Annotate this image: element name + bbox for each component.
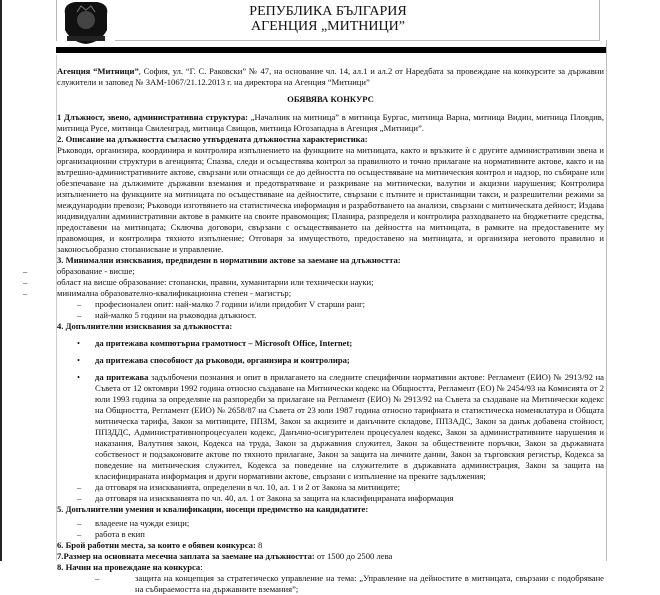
section-6: 6. Брой работни места, за които е обявен конкурса: 8 bbox=[57, 540, 263, 550]
document-body bbox=[23, 66, 605, 595]
section-1: 1 Длъжност, звено, административна структура: „Началник на митница” в митница Бургас, митница Варна, митница Видин, митница Пловдив, митница Русе, митница Свиленград, митница Свищов, митница Югозападна в Агенция „Митници”. bbox=[57, 112, 605, 133]
list-item: – защита на концепция за стратегическо управление на тема: „Управление на дейностите в митницата, свързани с подобряване на събираемостта на държавните вземания”; bbox=[95, 573, 604, 594]
agency-name: Агенция “Митници” bbox=[57, 66, 139, 76]
section-2-heading: 2. Описание на длъжността съгласно утвърдената длъжностна характеристика: bbox=[57, 134, 368, 144]
section-7: 7.Размер на основната месечна заплата за заемане на длъжността: от 1500 до 2500 лева bbox=[57, 551, 393, 561]
list-item: – работа в екип bbox=[77, 529, 145, 539]
list-item: – най-малко 5 години на ръководна длъжност. bbox=[77, 310, 257, 320]
document-title: ОБЯВЯВА КОНКУРС bbox=[287, 94, 374, 104]
window-left-border bbox=[0, 0, 2, 561]
list-item: – да отговаря на изискванията, определени в чл. 10, ал. 1 и 2 от Закона за митниците; bbox=[77, 482, 401, 492]
list-item: – област на висше образование: стопански, правни, хуманитарни или технически науки; bbox=[23, 277, 374, 287]
list-item: – владеене на чужди езици; bbox=[77, 518, 190, 528]
section-2-text: Ръководи, организира, координира и контролира изпълнението на функциите на митницата, както и връзките ѝ с другите административни звена и организационни структури в агенцията; Спазва, следи и осъществява контрол за правилното и точно прилагане на нормативните актове, както и на вътрешно-административните актове, свързани или отнасящи се до дейността по осъществяване на митническия контрол и надзор, по събиране или обезпечаване на дължимите държавни вземания и предотвратяване и разкриване на митнически, валутни и акцизни нарушения; Контролира изпълнението на функциите на митницата по осъществяване на дейностите, свързани с пътните и пристанищни такси, и разрешителни режими за международни превози; Ръководи изготвянето на статистическа информация и разработването на анализи, свързани с митническата дейност; Издава индивидуални административни актове в рамките на своите правомощия; Планира, разпределя и контролира разходването на бюджетните средства, предоставени на митницата; Сключва договори, свързани с осъществяването на дейността на митницата, в рамките на предоставените му правомощия, и контролира тяхното изпълнение; Отговаря за имуществото, предоставено на митницата, и организира неговото правилно и законосъобразно стопанисване и управление. bbox=[57, 145, 604, 254]
list-item: – минимална образователно-квалификационна степен - магистър; bbox=[23, 288, 292, 298]
list-item: – образование - висше; bbox=[23, 266, 135, 276]
section-3-heading: 3. Минимални изисквания, предвидени в нормативни актове за заемане на длъжността: bbox=[57, 255, 401, 265]
section-5-heading: 5. Допълнителни умения и квалификации, носещи предимство на кандидатите: bbox=[57, 504, 369, 514]
letterhead bbox=[56, 0, 600, 41]
list-item: • да притежава способност да ръководи, организира и контролира; bbox=[77, 355, 350, 365]
header-country: РЕПУБЛИКА БЪЛГАРИЯ bbox=[249, 4, 407, 19]
header-agency: АГЕНЦИЯ „МИТНИЦИ” bbox=[251, 19, 405, 34]
list-item: • да притежава задълбочени познания и опит в прилагането на следните специфични нормативни актове: Регламент (ЕИО) № 2913/92 на Съвета от 12 октомври 1992 година относно създаване на Митнически кодекс на Общността, Регламент (ЕО) № 2454/93 на Комисията от 2 юли 1993 година за определяне на разпоредби за прилагане на Регламент (ЕИО) № 2913/92 на Съвета за създаване на Митнически кодекс на Общността, Регламент (ЕИО) № 2658/87 на Съвета от 23 юли 1987 година относно тарифната и статистическа номенклатура и Общата митническа тарифа, Закон за митниците, ППЗМ, Закон за акцизите и данъчните складове, ППЗАДС, Закон за данък добавена стойност, ППЗДДС, Административнопроцесуален кодекс, Данъчно-осигурителен процесуален кодекс, Закон за административните нарушения и наказания, Валутния закон, Кодекса на труда, Закон за държавния служител, Закон за обществените поръчки, Закон за държавната собственост и подзаконовите актове по тяхното прилагане, Закон за защита на личните данни, Закон за търговския регистър, Кодекса за поведение на митническия служител, Кодекса за поведение на служителите в държавната администрация, Закон за защита на класифицираната информация и други нормативни актове, свързани с изпълнение на преките задължения; bbox=[77, 372, 605, 481]
intro-text: , София, ул. “Г. С. Раковски” № 47, на основание чл. 14, ал.1 и ал.2 от Наредбата за провеждане на конкурсите за държавни служители и заповед № ЗАМ-1067/21.12.2013 г. на директора на Агенция “Митници” bbox=[57, 66, 604, 87]
list-item: • да притежава компютърна грамотност – Microsoft Office, Internet; bbox=[77, 338, 353, 348]
list-item: – да отговаря на изискванията по чл. 40, ал. 1 от Закона за защита на класифицираната информация bbox=[77, 493, 454, 503]
section-8-heading: 8. Начин на провеждане на конкурса: bbox=[57, 562, 203, 572]
intro-paragraph bbox=[57, 66, 604, 88]
header-divider bbox=[56, 47, 606, 53]
section-4-heading: 4. Допълнителни изисквания за длъжността: bbox=[57, 321, 233, 331]
list-item: – професионален опит: най-малко 7 години и/или придобит V старши ранг; bbox=[77, 299, 365, 309]
page-right-edge bbox=[606, 40, 607, 561]
